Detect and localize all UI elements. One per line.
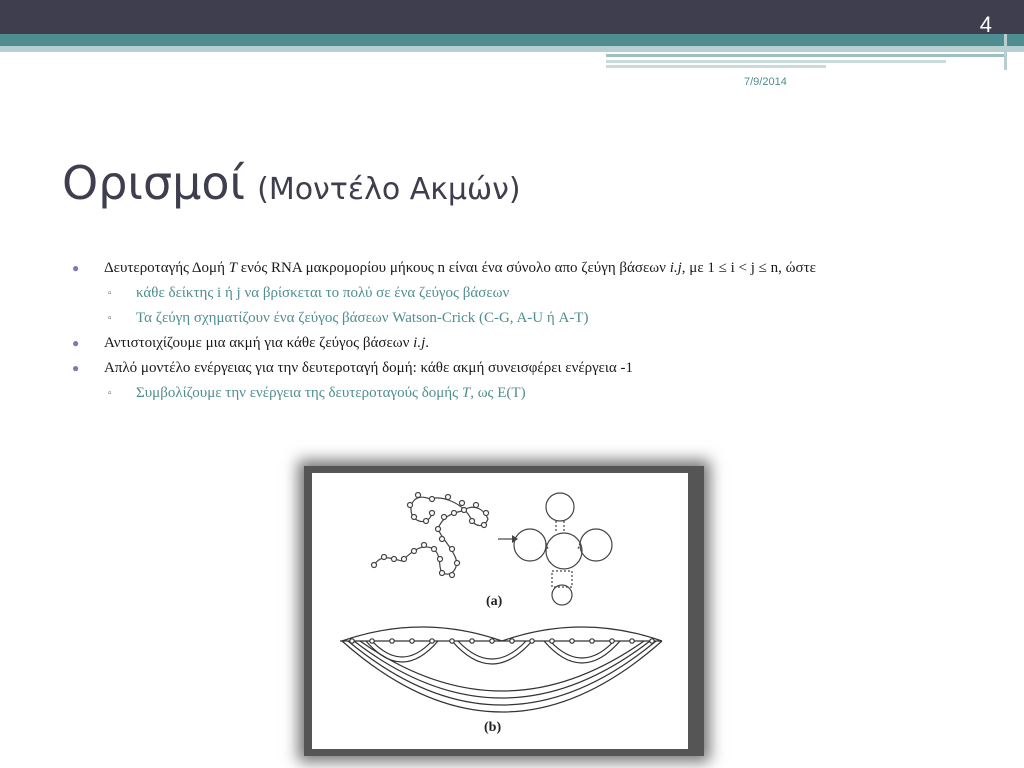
bullet-dot-icon: ● <box>72 361 80 375</box>
folded-structure <box>514 493 612 605</box>
sub-bullet-item: ▫ κάθε δείκτης i ή j να βρίσκεται το πολύ σε ένα ζεύγος βάσεων <box>70 283 980 304</box>
bullet-item: ● Δευτεροταγής Δομή T ενός RNA μακρομορίου μήκους n είναι ένα σύνολο απο ζεύγη βάσεων i.j, με 1 ≤ i < j ≤ n, ώστε <box>70 258 980 279</box>
decor-line <box>606 54 1006 57</box>
unfolded-chain <box>372 493 489 578</box>
top-bar <box>0 0 1024 34</box>
slide-number: 4 <box>979 12 992 37</box>
decor-vertical-line <box>1004 34 1007 70</box>
accent-band-light <box>0 46 1024 52</box>
title-subtitle: (Μοντέλο Ακμών) <box>257 172 521 207</box>
bullet-dot-icon: ● <box>72 336 80 350</box>
bullet-dot-icon: ● <box>72 261 80 275</box>
title-main: Ορισμοί <box>62 156 246 210</box>
slide-title <box>62 156 521 210</box>
bullet-item: ● Αντιστοιχίζουμε μια ακμή για κάθε ζεύγος βάσεων i.j. <box>70 333 980 354</box>
sub-bullet-square-icon: ▫ <box>108 388 112 399</box>
sub-bullet-item: ▫ Συμβολίζουμε την ενέργεια της δευτεροταγούς δομής T, ως E(T) <box>70 383 980 404</box>
sub-bullet-square-icon: ▫ <box>108 313 112 324</box>
rna-structure-figure <box>312 473 688 749</box>
figure-label-a: (a) <box>486 594 503 609</box>
rna-diagram <box>312 473 688 749</box>
decor-line <box>606 65 826 68</box>
decor-line <box>606 60 946 63</box>
sub-bullet-item: ▫ Τα ζεύγη σχηματίζουν ένα ζεύγος βάσεων Watson-Crick (C-G, A-U ή A-T) <box>70 308 980 329</box>
figure-label-b: (b) <box>484 720 502 735</box>
arc-diagram <box>340 627 662 712</box>
slide-date: 7/9/2014 <box>744 76 787 88</box>
accent-band <box>0 34 1024 46</box>
bullet-item: ● Απλό μοντέλο ενέργειας για την δευτεροταγή δομή: κάθε ακμή συνεισφέρει ενέργεια -1 <box>70 358 980 379</box>
bullet-list <box>70 258 980 408</box>
sub-bullet-square-icon: ▫ <box>108 288 112 299</box>
